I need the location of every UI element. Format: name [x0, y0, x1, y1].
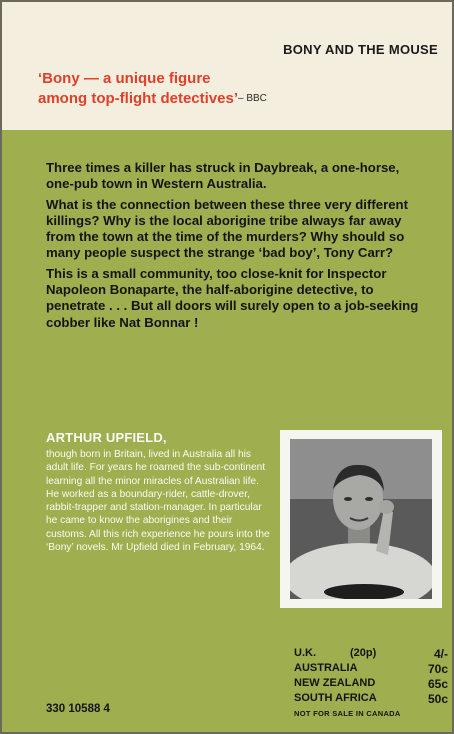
not-for-sale-notice: NOT FOR SALE IN CANADA	[294, 709, 401, 718]
author-bio: though born in Britain, lived in Australia all his adult life. For years he roamed the sub-continent learning all the minor miracles of Australian life. He worked as a boundary-rider, cattle-drover, rabbit-trapper and station-manager. In particular he came to know the aborigines and their customs. All this rich experience he pours into the ‘Bony’ novels. Mr Upfield died in February, 1964.	[46, 449, 270, 554]
price-country: U.K.	[294, 647, 316, 659]
blurb-paragraph-3: This is a small community, too close-knit for Inspector Napoleon Bonaparte, the half-aborigine detective, to penetrate . . . But all doors will surely open to a job-seeking cobber like Nat Bonnar !	[46, 265, 419, 330]
price-row	[294, 647, 448, 662]
review-quote: ‘Bony — a unique figure among top-flight detectives’	[38, 70, 239, 107]
price-row	[294, 662, 448, 677]
price-decimal: (20p)	[350, 647, 377, 659]
blurb-paragraph-2: What is the connection between these three very different killings? Why is the local aborigine tribe always far away from the town at the time of the murders? Why should so many people suspect the strange ‘bad boy’, Tony Carr?	[46, 196, 408, 261]
blurb-paragraph-1: Three times a killer has struck in Daybreak, a one-horse, one-pub town in Western Australia.	[46, 160, 400, 192]
book-title: BONY AND THE MOUSE	[283, 42, 438, 57]
price-value: 70c	[427, 662, 448, 676]
price-value: 50c	[427, 692, 448, 706]
price-country: AUSTRALIA	[294, 662, 358, 674]
isbn: 330 10588 4	[46, 703, 110, 715]
blurb	[46, 160, 426, 335]
price-country: SOUTH AFRICA	[294, 692, 377, 704]
price-list	[294, 647, 448, 718]
top-band	[2, 2, 452, 130]
quote-attribution: – BBC	[238, 93, 267, 104]
author-photo	[280, 430, 442, 608]
price-row	[294, 692, 448, 707]
price-row	[294, 677, 448, 692]
price-value: 65c	[427, 677, 448, 691]
author-portrait-image	[290, 439, 432, 599]
author-name: ARTHUR UPFIELD,	[46, 430, 167, 445]
price-value: 4/-	[433, 647, 448, 661]
price-country: NEW ZEALAND	[294, 677, 376, 689]
